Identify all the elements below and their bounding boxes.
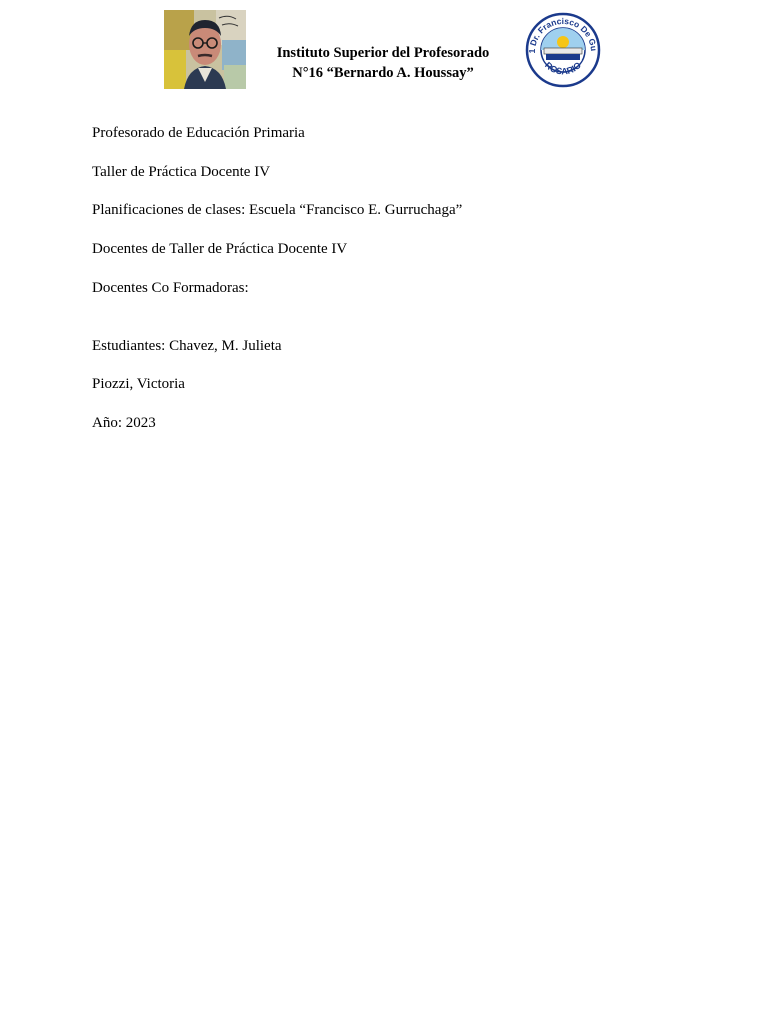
institute-title-line1: Instituto Superior del Profesorado: [276, 45, 490, 61]
svg-text:Esc. N°71 Dr. Francisco De Gur: 1 Dr. Francisco De Gu: [526, 15, 600, 54]
workshop-teachers-line: Docentes de Taller de Práctica Docente IV: [92, 241, 348, 257]
program-name: Profesorado de Educación Primaria: [92, 125, 305, 141]
svg-text:ROSARIO: ROSARIO: [543, 59, 584, 77]
institute-title: [250, 43, 516, 83]
school-seal-icon: [524, 12, 602, 88]
workshop-name: Taller de Práctica Docente IV: [92, 164, 271, 180]
portrait-painting-icon: [164, 10, 246, 89]
institute-title-line2: N°16 “Bernardo A. Houssay”: [292, 65, 474, 81]
year-line: Año: 2023: [92, 415, 156, 431]
lesson-plans-line: Planificaciones de clases: Escuela “Francisco E. Gurruchaga”: [92, 202, 463, 218]
students-line: Estudiantes: Chavez, M. Julieta: [92, 338, 282, 354]
co-trainers-line: Docentes Co Formadoras:: [92, 280, 249, 296]
student-name-line: Piozzi, Victoria: [92, 376, 185, 392]
document-header: [0, 0, 768, 100]
